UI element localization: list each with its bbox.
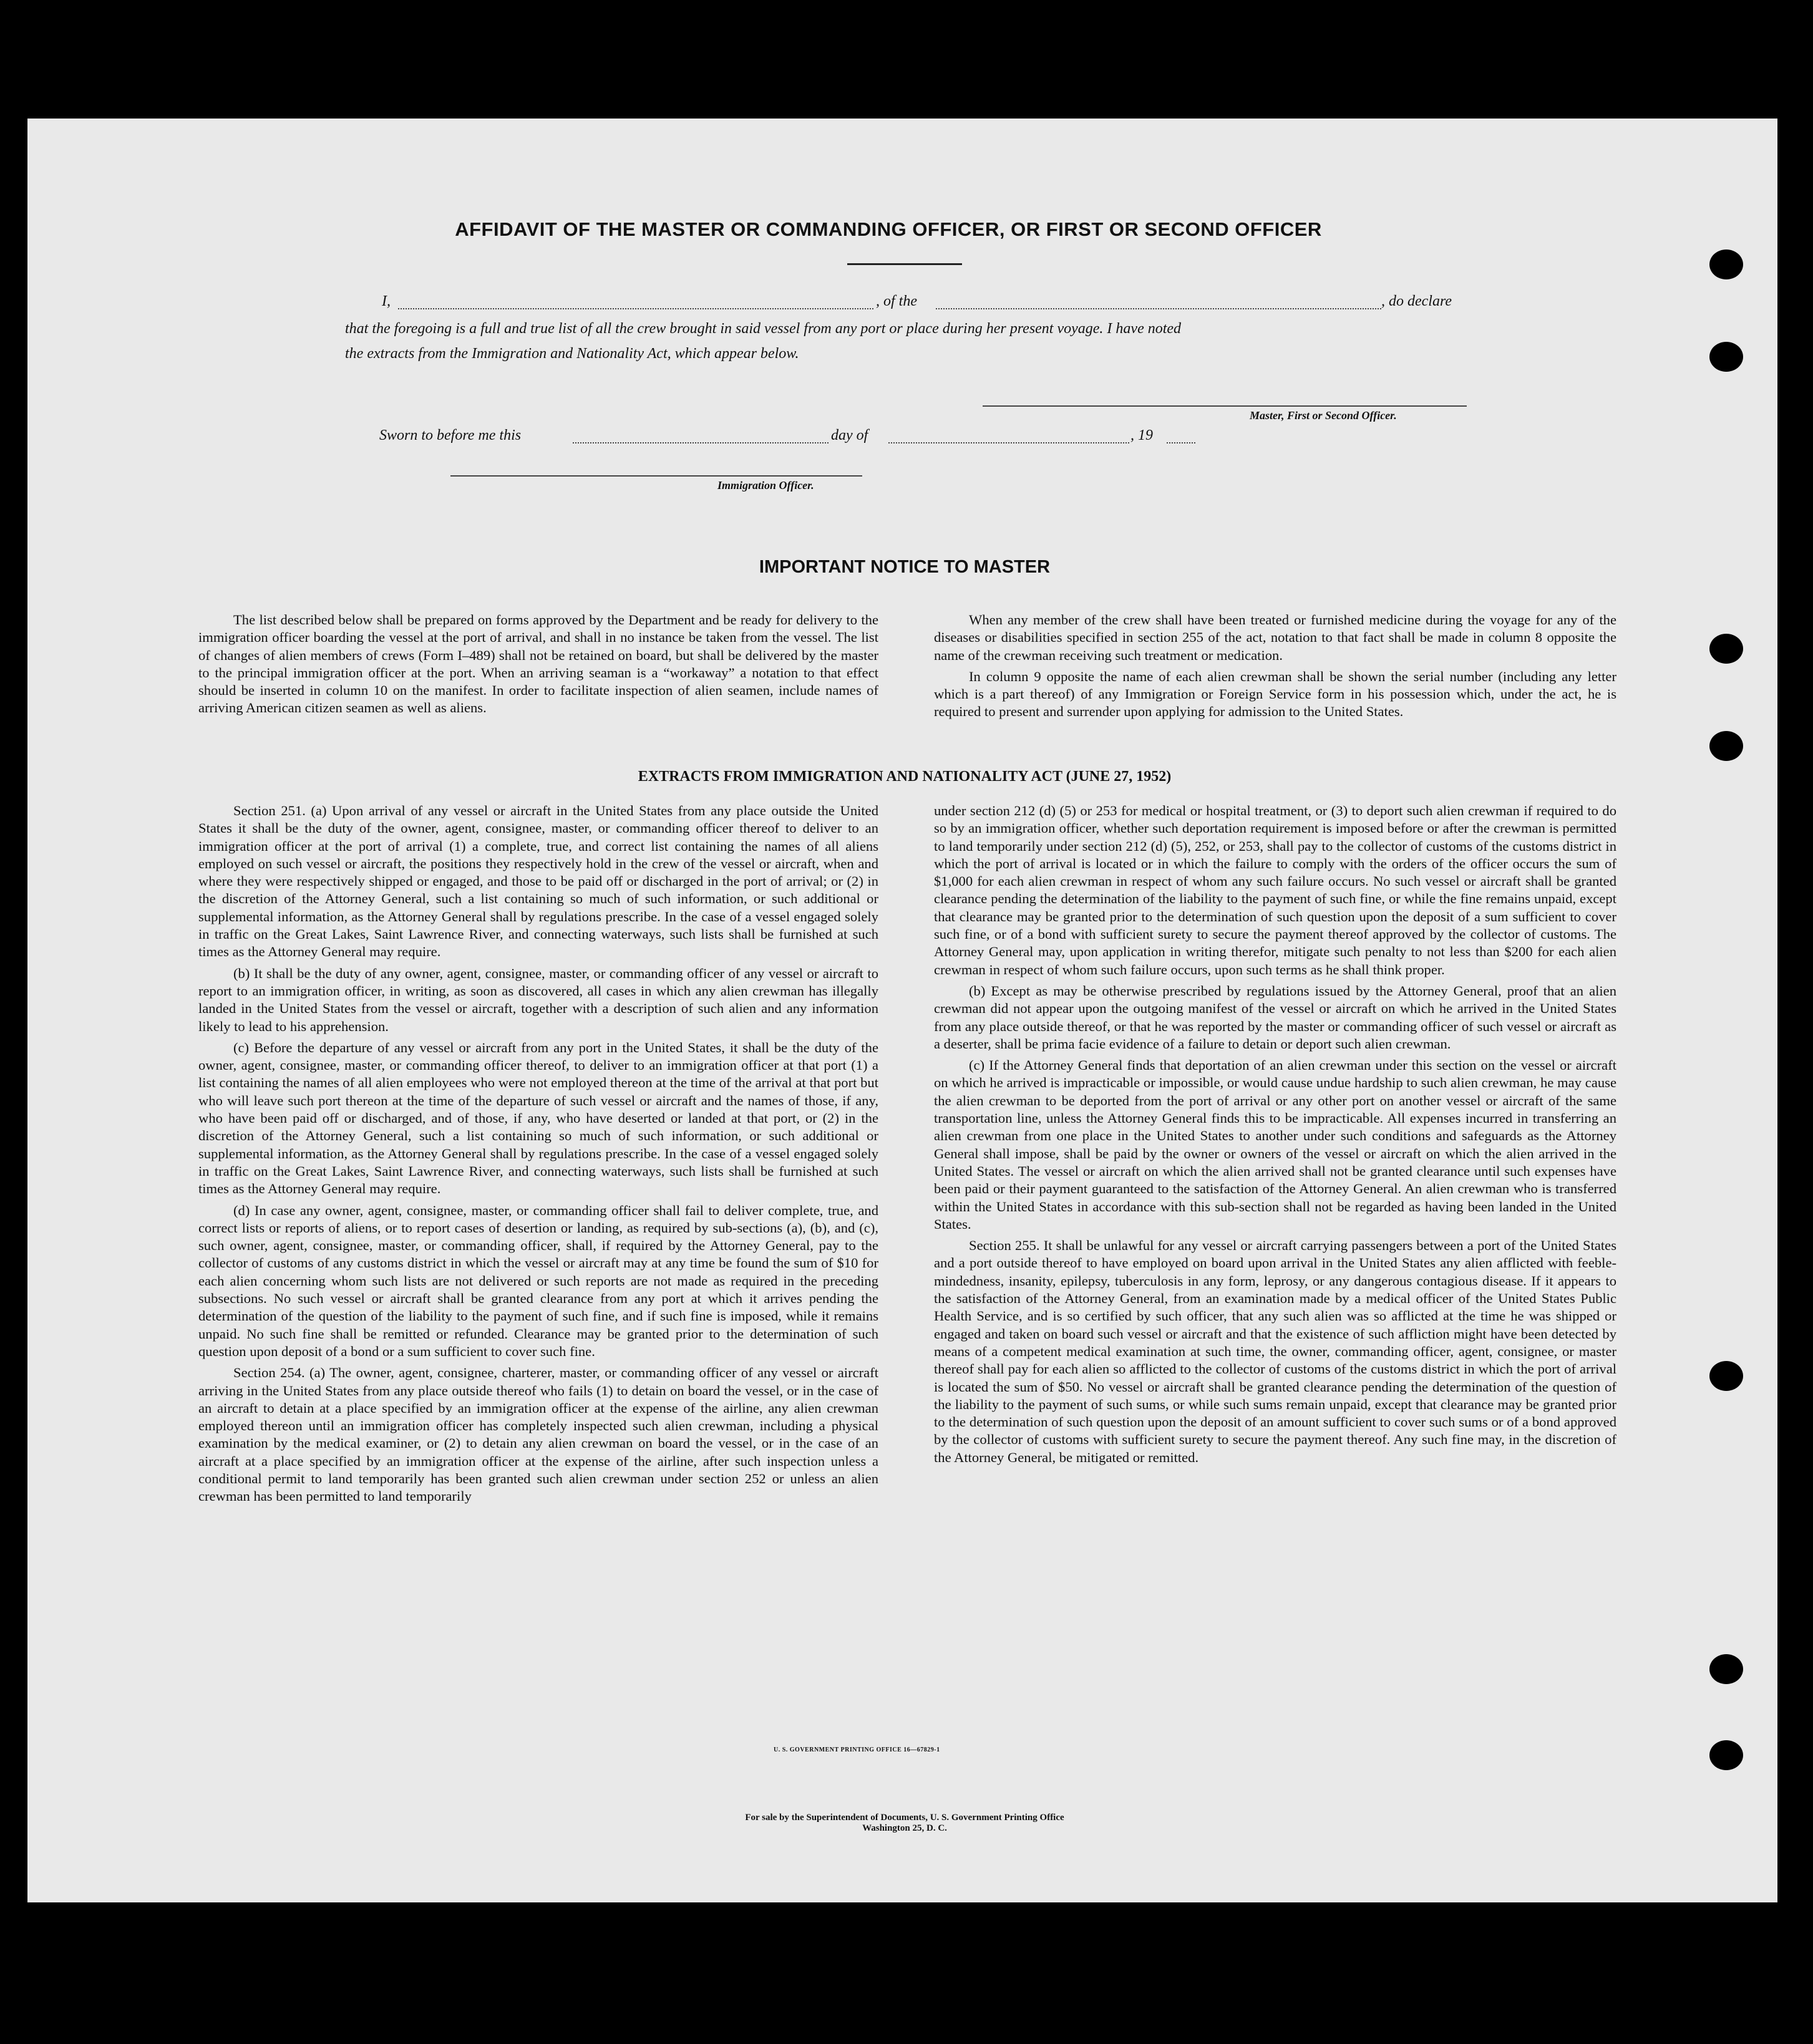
vessel-field[interactable] (936, 308, 1381, 309)
sworn-month-field[interactable] (888, 442, 1129, 443)
extracts-left-column (198, 802, 878, 1509)
affidavit-title: AFFIDAVIT OF THE MASTER OR COMMANDING OFFICER, OR FIRST OR SECOND OFFICER (455, 218, 1322, 240)
of-the-label: , of the (876, 293, 917, 309)
punch-hole-1 (1709, 249, 1743, 279)
declaration-line-1: that the foregoing is a full and true list of all the crew brought in said vessel from any port or place during her present voyage. I have noted (345, 321, 1182, 337)
notice-right-column (934, 611, 1616, 725)
section-251c: (c) Before the departure of any vessel or aircraft from any port in the United States, it shall be the duty of the owner, agent, consignee, master, or commanding officer thereof, to deliver to an immigration officer at that port (1) a list containing the names of all alien employees who were not employed thereon at the time of the arrival at that port but who will leave such port thereon at the time of the departure of such vessel or aircraft and the names of those, if any, who have been paid off or discharged, and of those, if any, who have deserted or landed at that port, or (2) in the discretion of the Attorney General, such a list containing so much of such information, or such additional or supplemental information, as the Attorney General shall by regulations prescribe. In the case of a vessel engaged solely in traffic on the Great Lakes, Saint Lawrence River, and connecting waterways, such lists shall be furnished at such times as the Attorney General may require. (198, 1039, 878, 1197)
punch-hole-2 (1709, 342, 1743, 372)
name-field[interactable] (398, 308, 873, 309)
notice-title: IMPORTANT NOTICE TO MASTER (759, 557, 1051, 577)
notice-right-paragraph-1: When any member of the crew shall have been treated or furnished medicine during the voyage for any of the diseases or disabilities specified in section 255 of the act, notation to that fact shall be made in column 8 opposite the name of the crewman receiving such treatment or medication. (934, 612, 1616, 663)
punch-hole-3 (1709, 634, 1743, 664)
section-251d: (d) In case any owner, agent, consignee, master, or commanding officer shall fail to deliver complete, true, and correct lists or reports of aliens, or to report cases of desertion or landing, as required by sub-sections (a), (b), and (c), such owner, agent, consignee, master, or commanding officer, shall, if required by the Attorney General, pay to the collector of customs of any customs district in which the vessel or aircraft may at any time be found the sum of $10 for each alien concerning whom such lists are not delivered or such reports are not made as required in the preceding subsections. No such vessel or aircraft shall be granted clearance from any port at which it arrives pending the determination of the question of the liability to the payment of such fine, and if such fine is imposed, while it remains unpaid. No such fine shall be remitted or refunded. Clearance may be granted prior to the determination of such question upon deposit of a bond or a sum sufficient to cover such fine. (198, 1202, 878, 1359)
officer-signature-label: Immigration Officer. (717, 479, 814, 492)
section-254c: (c) If the Attorney General finds that deportation of an alien crewman under this section on the vessel or aircraft on which he arrived is impracticable or impossible, or would cause undue hardship to such alien crewman, he may cause the alien crewman to be deported from the port of arrival or any other port on another vessel or aircraft of the same transportation line, unless the Attorney General finds this to be impracticable. All expenses incurred in transferring an alien crewman from one place in the United States to another under such conditions and safeguards as the Attorney General shall impose, shall be paid by the owner or owners of the vessel or aircraft on which the alien arrived in the United States. The vessel or aircraft on which the alien arrived shall not be granted clearance until such expenses have been paid or their payment guaranteed to the satisfaction of the Attorney General. An alien crewman who is transferred within the United States in accordance with this sub-section shall not be regarded as having been landed in the United States. (934, 1057, 1616, 1232)
extracts-right-column (934, 802, 1616, 1470)
sworn-label: Sworn to before me this (379, 427, 522, 443)
section-251b: (b) It shall be the duty of any owner, agent, consignee, master, or commanding officer of any vessel or aircraft to report to an immigration officer, in writing, as soon as discovered, all cases in which any alien crewman has illegally landed in the United States from the vessel or aircraft, together with a description of such alien and any information likely to lead to his apprehension. (198, 965, 878, 1034)
sale-notice (624, 1813, 1185, 1834)
master-signature-line[interactable] (983, 405, 1467, 407)
section-254a-continued: under section 212 (d) (5) or 253 for medical or hospital treatment, or (3) to deport such alien crewman if required to do so by an immigration officer, whether such deportation requirement is imposed before or after the crewman is permitted to land temporarily under section 212 (d) (5), 252, or 253, shall pay to the collector of customs of the customs district in which the port of arrival is located or in which the failure to comply with the orders of the officer occurs the sum of $1,000 for each alien crewman in respect of whom any such failure occurs. No such vessel or aircraft shall be granted clearance pending the determination of the liability to the payment of such fine, or while the fine remains unpaid, except that clearance may be granted prior to the determination of such question upon the deposit of a sum sufficient to cover such fine, or of a bond with sufficient surety to secure the payment thereof approved by the collector of customs. The Attorney General may, upon application in writing therefor, mitigate such penalty to not less than $200 for each alien crewman in respect of whom such failure occurs, upon such terms as he shall think proper. (934, 803, 1616, 977)
do-declare-label: , do declare (1381, 293, 1452, 309)
section-255: Section 255. It shall be unlawful for any vessel or aircraft carrying passengers between a port of the United States and a port outside thereof to have employed on board upon arrival in the United States any alien afflicted with feeble-mindedness, insanity, epilepsy, tuberculosis in any form, leprosy, or any dangerous contagious disease. If it appears to the satisfaction of the Attorney General, from an examination made by a medical officer of the United States Public Health Service, and is so certified by such officer, that any such alien was so afflicted at the time he was shipped or engaged and taken on board such vessel or aircraft and that the existence of such affliction might have been detected by means of a competent medical examination at such time, the owner, commanding officer, agent, consignee, or master thereof shall pay for each alien so afflicted to the collector of customs of the customs district in which the port of arrival is located the sum of $50. No vessel or aircraft shall be granted clearance pending the determination of the question of the liability to the payment of such sums, or while such sums remain unpaid, except that clearance may be granted prior to the determination of such question upon the deposit of an amount sufficient to cover such sums or of a bond approved by the collector of customs with sufficient surety to secure the payment thereof. Any such fine may, in the discretion of the Attorney General, be mitigated or remitted. (934, 1238, 1616, 1465)
extracts-title: EXTRACTS FROM IMMIGRATION AND NATIONALITY ACT (JUNE 27, 1952) (638, 768, 1172, 785)
notice-left-column (198, 611, 878, 721)
notice-right-paragraph-2: In column 9 opposite the name of each alien crewman shall be shown the serial number (including any letter which is a part thereof) of any Immigration or Foreign Service form in his possession which, under the act, he is required to present and surrender upon applying for admission to the United States. (934, 668, 1616, 720)
sworn-year-field[interactable] (1167, 442, 1195, 443)
master-signature-label: Master, First or Second Officer. (1250, 409, 1397, 422)
year-label: , 19 (1130, 427, 1153, 443)
punch-hole-5 (1709, 1361, 1743, 1391)
sale-line-2: Washington 25, D. C. (862, 1823, 947, 1833)
notice-left-paragraph: The list described below shall be prepared on forms approved by the Department and be ready for delivery to the immigration officer boarding the vessel at the port of arrival, and shall in no instance be taken from the vessel. The list of changes of alien members of crews (Form I–489) shall not be retained on board, but shall be delivered by the master to the principal immigration officer at the port. When an arriving seaman is a “workaway” a notation to that effect should be inserted in column 10 on the manifest. In order to facilitate inspection of alien seamen, include names of arriving American citizen seamen as well as aliens. (198, 612, 878, 716)
punch-hole-7 (1709, 1740, 1743, 1770)
officer-signature-line[interactable] (450, 475, 862, 477)
punch-hole-6 (1709, 1654, 1743, 1684)
section-251a: Section 251. (a) Upon arrival of any vessel or aircraft in the United States from any place outside the United States it shall be the duty of the owner, agent, consignee, master, or commanding officer thereof to deliver to an immigration officer at the port of arrival (1) a complete, true, and correct list containing the names of all aliens employed on such vessel or aircraft, the positions they respectively hold in the crew of the vessel or aircraft, when and where they were respectively shipped or engaged, and those to be paid off or discharged in the port of arrival; or (2) in the discretion of the Attorney General, such a list containing so much of such information, or such additional or supplemental information, as the Attorney General shall by regulations prescribe. In the case of a vessel engaged solely in traffic on the Great Lakes, Saint Lawrence River, and connecting waterways, such lists shall be furnished at such times as the Attorney General may require. (198, 803, 878, 960)
section-254a: Section 254. (a) The owner, agent, consignee, charterer, master, or commanding officer of any vessel or aircraft arriving in the United States from any place outside thereof who fails (1) to detain on board the vessel, or in the case of an aircraft to detain at a place specified by an immigration officer at the expense of the airline, any alien crewman employed thereon until an immigration officer has completely inspected such alien crewman, including a physical examination by the medical examiner, or (2) to detain any alien crewman on board the vessel, or in the case of an aircraft at a place specified by an immigration officer at the expense of the airline, after such inspection unless a conditional permit to land temporarily has been granted such alien crewman under section 252 or unless an alien crewman has been permitted to land temporarily (198, 1365, 878, 1504)
sale-line-1: For sale by the Superintendent of Documents, U. S. Government Printing Office (745, 1813, 1064, 1823)
section-254b: (b) Except as may be otherwise prescribed by regulations issued by the Attorney General, proof that an alien crewman did not appear upon the outgoing manifest of the vessel or aircraft on which he arrived in the United States from any place outside thereof, or that he was reported by the master or commanding officer of such vessel or aircraft as a deserter, shall be prima facie evidence of a failure to detain or deport such alien crewman. (934, 982, 1616, 1052)
printer-imprint: U. S. GOVERNMENT PRINTING OFFICE 16—67829-1 (774, 1746, 940, 1753)
punch-hole-4 (1709, 731, 1743, 761)
title-divider (847, 263, 962, 265)
i-label: I, (382, 293, 391, 309)
day-of-label: day of (831, 427, 868, 443)
declaration-line-2: the extracts from the Immigration and Nationality Act, which appear below. (345, 346, 799, 362)
sworn-day-field[interactable] (573, 442, 829, 443)
